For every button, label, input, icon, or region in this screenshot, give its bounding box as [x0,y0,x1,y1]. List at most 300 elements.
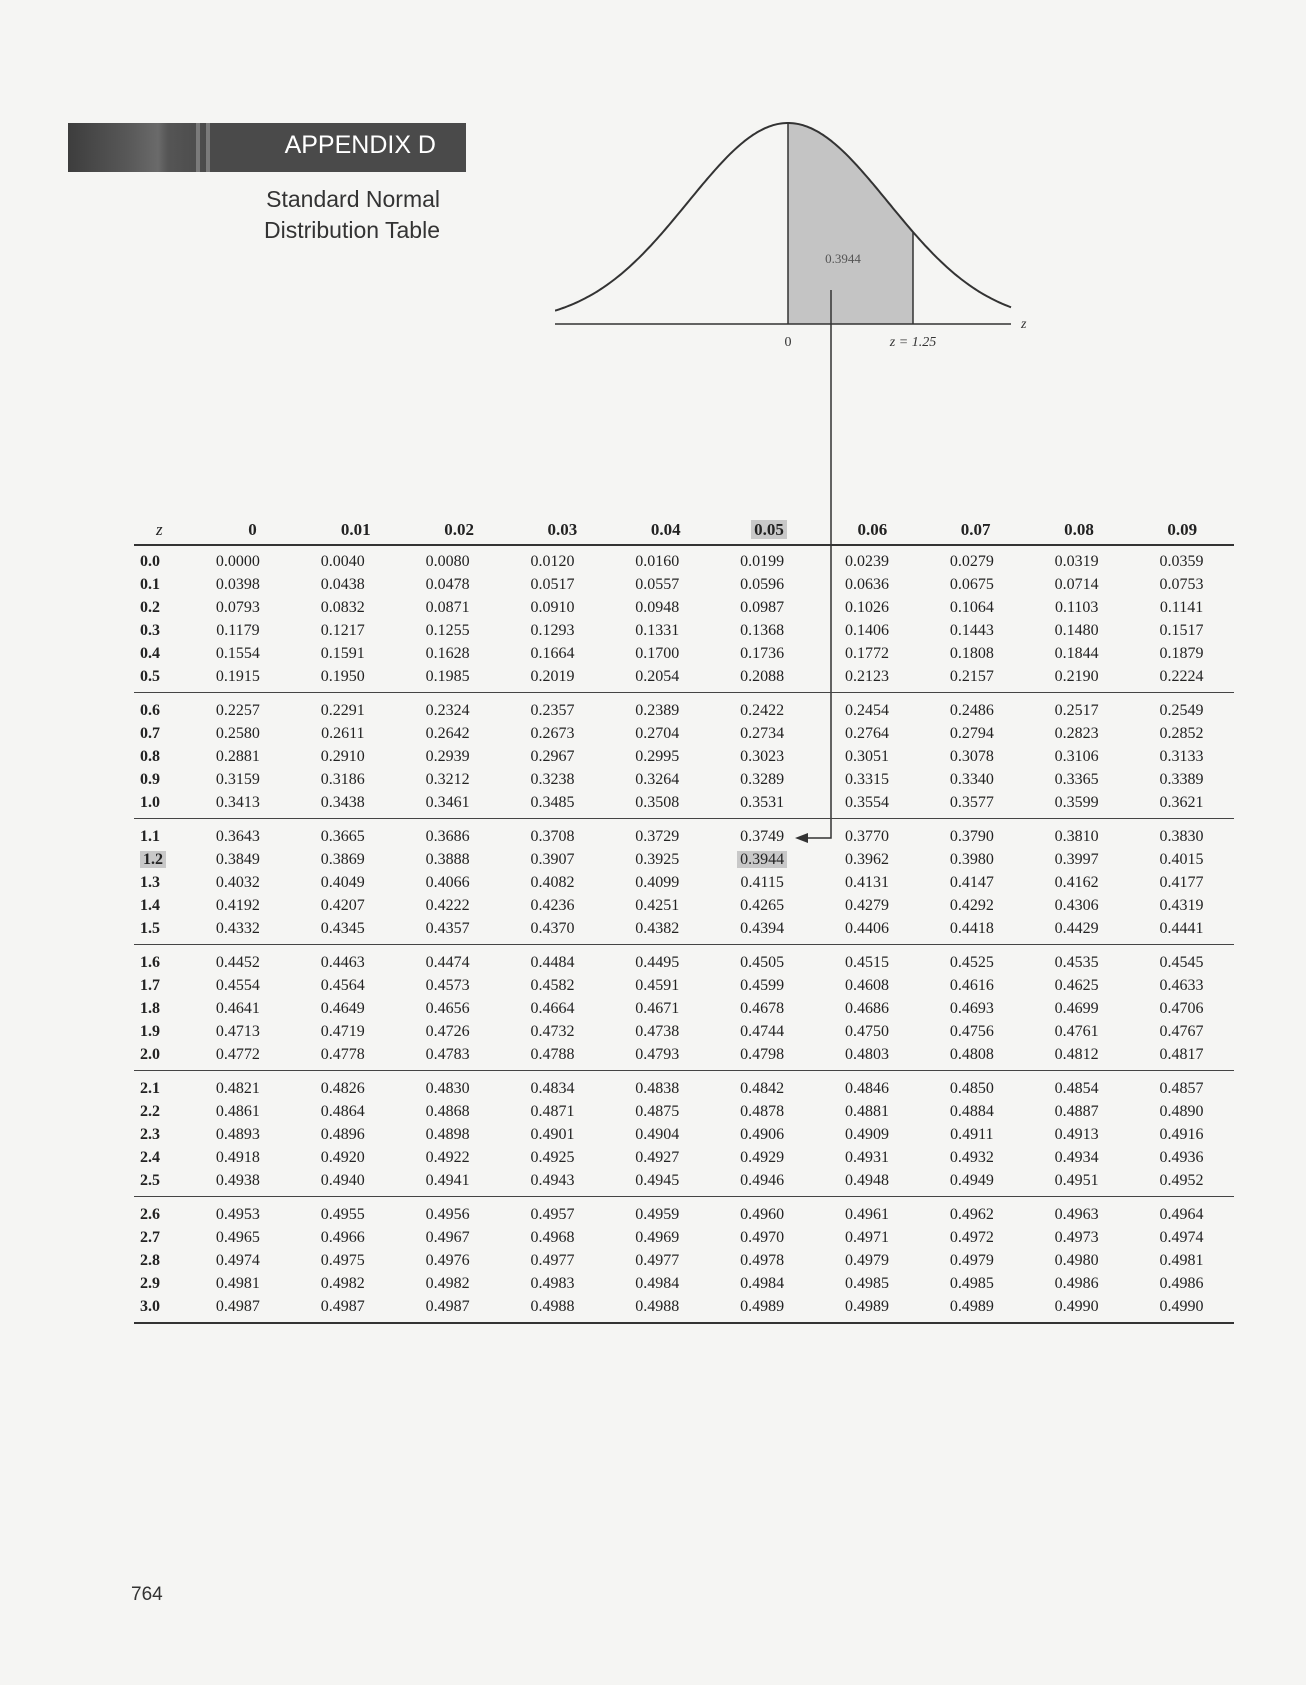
table-cell: 0.3389 [1159,770,1204,788]
table-cell: 0.4896 [320,1125,365,1143]
table-cell: 0.0987 [740,598,785,616]
z-row-label: 0.2 [140,598,160,616]
table-cell: 0.4649 [320,999,365,1017]
table-cell: 0.4525 [949,953,994,971]
table-row [134,699,1234,722]
table-cell: 0.4693 [949,999,994,1017]
table-cell: 0.4678 [740,999,785,1017]
table-cell: 0.4963 [1054,1205,1099,1223]
z-row-label: 3.0 [140,1297,160,1315]
table-cell: 0.4830 [425,1079,470,1097]
table-cell: 0.1026 [844,598,889,616]
table-cell: 0.4772 [215,1045,260,1063]
z-row-label: 0.0 [140,552,160,570]
table-cell: 0.2123 [844,667,889,685]
shaded-area [788,123,913,324]
page-number: 764 [131,1584,163,1605]
table-cell: 0.4838 [635,1079,680,1097]
table-cell: 0.4131 [844,873,889,891]
table-cell: 0.4162 [1054,873,1099,891]
table-cell: 0.2324 [425,701,470,719]
table-cell: 0.0080 [425,552,470,570]
table-cell: 0.4987 [320,1297,365,1315]
table-cell: 0.4957 [530,1205,575,1223]
table-cell: 0.4641 [215,999,260,1017]
bell-curve [555,123,1011,311]
table-cell: 0.4984 [740,1274,785,1292]
table-cell: 0.4956 [425,1205,470,1223]
table-cell: 0.3849 [215,850,260,868]
table-cell: 0.4986 [1054,1274,1099,1292]
table-cell: 0.4968 [530,1228,575,1246]
title-line-2: Distribution Table [263,217,440,243]
table-row [134,848,1234,871]
z-column-header: z [156,520,163,539]
table-row [134,745,1234,768]
table-cell: 0.4761 [1054,1022,1099,1040]
z-row-label: 1.4 [140,896,160,914]
table-cell: 0.4979 [949,1251,994,1269]
table-cell: 0.4713 [215,1022,260,1040]
table-cell: 0.4967 [425,1228,470,1246]
table-cell: 0.0793 [215,598,260,616]
table-cell: 0.3289 [740,770,785,788]
table-cell: 0.4971 [844,1228,889,1246]
table-row [134,573,1234,596]
table-cell: 0.4890 [1159,1102,1204,1120]
table-cell: 0.4783 [425,1045,470,1063]
table-cell [710,851,815,869]
table-cell: 0.4608 [844,976,889,994]
table-cell: 0.4292 [949,896,994,914]
table-cell: 0.1772 [844,644,889,662]
table-cell: 0.1915 [215,667,260,685]
table-cell: 0.2291 [320,701,365,719]
table-cell: 0.3264 [635,770,680,788]
table-row-group [134,951,1234,1071]
table-cell: 0.3413 [215,793,260,811]
table-cell: 0.1368 [740,621,785,639]
z-row-label: 2.8 [140,1251,160,1269]
z-row-label: 1.8 [140,999,160,1017]
column-header: 0.06 [857,520,888,539]
table-cell: 0.3621 [1159,793,1204,811]
table-cell: 0.0948 [635,598,680,616]
table-cell: 0.4686 [844,999,889,1017]
column-header: 0 [248,520,257,539]
table-row [134,1226,1234,1249]
z-row-label: 2.2 [140,1102,160,1120]
table-cell: 0.4985 [844,1274,889,1292]
table-cell: 0.3749 [740,827,785,845]
table-cell: 0.1293 [530,621,575,639]
z-row-label [134,851,186,869]
table-cell: 0.4099 [635,873,680,891]
table-cell: 0.4960 [740,1205,785,1223]
table-cell: 0.4922 [425,1148,470,1166]
table-cell: 0.4878 [740,1102,785,1120]
table-cell: 0.1985 [425,667,470,685]
table-cell: 0.4984 [635,1274,680,1292]
table-cell: 0.4535 [1054,953,1099,971]
table-cell: 0.4192 [215,896,260,914]
table-cell: 0.4965 [215,1228,260,1246]
table-cell: 0.4977 [635,1251,680,1269]
table-cell: 0.4625 [1054,976,1099,994]
table-cell: 0.4545 [1159,953,1204,971]
table-row [134,1146,1234,1169]
table-cell: 0.4719 [320,1022,365,1040]
z-row-label: 2.0 [140,1045,160,1063]
table-cell: 0.4990 [1054,1297,1099,1315]
appendix-label: APPENDIX D [284,131,436,159]
z-row-label: 2.6 [140,1205,160,1223]
table-cell: 0.3554 [844,793,889,811]
table-cell: 0.0239 [844,552,889,570]
table-cell: 0.1736 [740,644,785,662]
table-cell: 0.4936 [1159,1148,1204,1166]
table-row [134,974,1234,997]
table-cell: 0.0557 [635,575,680,593]
table-cell: 0.0478 [425,575,470,593]
z-row-label: 0.1 [140,575,160,593]
table-cell: 0.3238 [530,770,575,788]
table-cell: 0.4279 [844,896,889,914]
table-row [134,1043,1234,1066]
table-cell: 0.4633 [1159,976,1204,994]
table-cell: 0.2910 [320,747,365,765]
table-cell: 0.4732 [530,1022,575,1040]
table-cell: 0.2088 [740,667,785,685]
table-cell: 0.4306 [1054,896,1099,914]
table-cell: 0.3980 [949,850,994,868]
table-cell: 0.4474 [425,953,470,971]
table-cell: 0.4970 [740,1228,785,1246]
table-cell: 0.4980 [1054,1251,1099,1269]
column-header: 0.04 [650,520,681,539]
table-cell: 0.4332 [215,919,260,937]
table-cell: 0.4881 [844,1102,889,1120]
table-cell: 0.4948 [844,1171,889,1189]
table-cell: 0.3212 [425,770,470,788]
table-cell: 0.4906 [740,1125,785,1143]
table-cell: 0.4909 [844,1125,889,1143]
table-cell: 0.2580 [215,724,260,742]
table-cell: 0.4382 [635,919,680,937]
table-cell: 0.4901 [530,1125,575,1143]
table-cell: 0.2642 [425,724,470,742]
table-cell: 0.4345 [320,919,365,937]
table-cell: 0.2704 [635,724,680,742]
column-header [717,520,820,540]
column-header: 0.03 [547,520,578,539]
table-cell: 0.4989 [844,1297,889,1315]
table-cell: 0.3770 [844,827,889,845]
table-cell: 0.3051 [844,747,889,765]
table-cell: 0.4394 [740,919,785,937]
table-row [134,722,1234,745]
table-cell: 0.3577 [949,793,994,811]
table-cell: 0.3485 [530,793,575,811]
highlighted-cell: 0.3944 [737,851,787,868]
table-cell: 0.2881 [215,747,260,765]
table-cell: 0.1331 [635,621,680,639]
table-cell: 0.4913 [1054,1125,1099,1143]
table-cell: 0.4985 [949,1274,994,1292]
table-cell: 0.4911 [950,1125,994,1143]
table-cell: 0.4964 [1159,1205,1204,1223]
table-cell: 0.4904 [635,1125,680,1143]
table-cell: 0.3508 [635,793,680,811]
table-row [134,642,1234,665]
table-cell: 0.1950 [320,667,365,685]
z-row-label: 2.7 [140,1228,160,1246]
table-cell: 0.2389 [635,701,680,719]
table-cell: 0.4941 [425,1171,470,1189]
table-row-group [134,699,1234,819]
table-cell: 0.3869 [320,850,365,868]
table-cell: 0.0871 [425,598,470,616]
table-cell: 0.1179 [216,621,260,639]
table-cell: 0.4981 [215,1274,260,1292]
table-cell: 0.0517 [530,575,575,593]
table-cell: 0.1554 [215,644,260,662]
table-row [134,1100,1234,1123]
table-header-row [134,516,1234,546]
table-row [134,825,1234,848]
table-cell: 0.2673 [530,724,575,742]
table-cell: 0.4573 [425,976,470,994]
table-cell: 0.4966 [320,1228,365,1246]
table-cell: 0.4115 [740,873,784,891]
table-cell: 0.2764 [844,724,889,742]
table-cell: 0.4793 [635,1045,680,1063]
table-cell: 0.4953 [215,1205,260,1223]
table-cell: 0.4990 [1159,1297,1204,1315]
table-row [134,1123,1234,1146]
table-cell: 0.3133 [1159,747,1204,765]
table-cell: 0.4854 [1054,1079,1099,1097]
z-row-label: 2.3 [140,1125,160,1143]
table-cell: 0.4515 [844,953,889,971]
table-cell: 0.4977 [530,1251,575,1269]
table-cell: 0.4484 [530,953,575,971]
z-row-label: 2.4 [140,1148,160,1166]
table-cell: 0.3186 [320,770,365,788]
table-cell: 0.4032 [215,873,260,891]
table-cell: 0.4989 [949,1297,994,1315]
column-header: 0.01 [340,520,371,539]
table-row [134,619,1234,642]
table-cell: 0.4931 [844,1148,889,1166]
table-cell: 0.0832 [320,598,365,616]
table-cell: 0.0279 [949,552,994,570]
table-cell: 0.4015 [1159,850,1204,868]
table-cell: 0.4429 [1054,919,1099,937]
table-cell: 0.4981 [1159,1251,1204,1269]
column-header: 0.07 [960,520,991,539]
table-cell: 0.2486 [949,701,994,719]
table-cell: 0.1844 [1054,644,1099,662]
table-row [134,550,1234,573]
z-row-label: 2.5 [140,1171,160,1189]
z-row-label: 0.4 [140,644,160,662]
table-cell: 0.4842 [740,1079,785,1097]
table-cell: 0.4978 [740,1251,785,1269]
z-value-label: z = 1.25 [889,335,937,350]
table-cell: 0.4788 [530,1045,575,1063]
table-cell: 0.2190 [1054,667,1099,685]
table-cell: 0.3599 [1054,793,1099,811]
table-cell: 0.2611 [321,724,365,742]
table-row [134,1077,1234,1100]
table-cell: 0.4982 [425,1274,470,1292]
table-cell: 0.4418 [949,919,994,937]
table-cell: 0.0753 [1159,575,1204,593]
banner-stripe [206,123,210,172]
table-cell: 0.2734 [740,724,785,742]
z-row-label: 0.8 [140,747,160,765]
table-cell: 0.0714 [1054,575,1099,593]
z-row-label: 1.1 [140,827,160,845]
table-cell: 0.2454 [844,701,889,719]
table-cell: 0.2939 [425,747,470,765]
table-cell: 0.4808 [949,1045,994,1063]
table-cell: 0.0438 [320,575,365,593]
table-cell: 0.2549 [1159,701,1204,719]
table-cell: 0.4826 [320,1079,365,1097]
table-cell: 0.3729 [635,827,680,845]
table-cell: 0.4251 [635,896,680,914]
table-cell: 0.3159 [215,770,260,788]
table-cell: 0.4988 [530,1297,575,1315]
z-table [134,516,1234,1330]
origin-label: 0 [784,335,792,350]
table-cell: 0.4495 [635,953,680,971]
appendix-banner [68,123,466,172]
table-cell: 0.4821 [215,1079,260,1097]
table-cell: 0.0319 [1054,552,1099,570]
shaded-area-label: 0.3944 [825,251,861,266]
table-row [134,917,1234,940]
table-cell: 0.4591 [635,976,680,994]
table-cell: 0.4850 [949,1079,994,1097]
table-row [134,997,1234,1020]
table-cell: 0.3340 [949,770,994,788]
table-cell: 0.0120 [530,552,575,570]
table-row [134,1020,1234,1043]
z-row-label: 2.1 [140,1079,160,1097]
table-cell: 0.3925 [635,850,680,868]
z-row-label: 1.5 [140,919,160,937]
table-cell: 0.4370 [530,919,575,937]
table-cell: 0.4975 [320,1251,365,1269]
table-cell: 0.4857 [1159,1079,1204,1097]
table-cell: 0.2794 [949,724,994,742]
z-row-label: 1.0 [140,793,160,811]
table-cell: 0.4236 [530,896,575,914]
table-cell: 0.3365 [1054,770,1099,788]
table-cell: 0.4452 [215,953,260,971]
table-cell: 0.4951 [1054,1171,1099,1189]
table-cell: 0.1808 [949,644,994,662]
table-cell: 0.1141 [1159,598,1204,616]
table-cell: 0.1879 [1159,644,1204,662]
table-cell: 0.4699 [1054,999,1099,1017]
table-cell: 0.3106 [1054,747,1099,765]
table-cell: 0.4973 [1054,1228,1099,1246]
table-row [134,1272,1234,1295]
table-row [134,1295,1234,1318]
page-title [264,184,440,246]
z-row-label: 0.9 [140,770,160,788]
table-cell: 0.3438 [320,793,365,811]
table-cell: 0.0398 [215,575,260,593]
table-cell: 0.0636 [844,575,889,593]
table-cell: 0.4962 [949,1205,994,1223]
table-row [134,791,1234,814]
table-cell: 0.3023 [740,747,785,765]
table-cell: 0.4066 [425,873,470,891]
table-cell: 0.4972 [949,1228,994,1246]
table-cell: 0.0199 [740,552,785,570]
table-cell: 0.2019 [530,667,575,685]
table-cell: 0.4945 [635,1171,680,1189]
table-cell: 0.2357 [530,701,575,719]
z-row-label: 0.6 [140,701,160,719]
table-row-group [134,825,1234,945]
table-cell: 0.4656 [425,999,470,1017]
table-cell: 0.3643 [215,827,260,845]
table-cell: 0.4817 [1159,1045,1204,1063]
table-cell: 0.3810 [1054,827,1099,845]
table-cell: 0.3997 [1054,850,1099,868]
z-row-label: 0.7 [140,724,160,742]
table-row [134,871,1234,894]
table-row [134,951,1234,974]
table-cell: 0.4983 [530,1274,575,1292]
table-cell: 0.4798 [740,1045,785,1063]
table-cell: 0.4861 [215,1102,260,1120]
table-row-group [134,1203,1234,1324]
table-cell: 0.1591 [320,644,365,662]
z-row-label: 0.3 [140,621,160,639]
table-cell: 0.4505 [740,953,785,971]
table-cell: 0.1103 [1054,598,1099,616]
table-cell: 0.2054 [635,667,680,685]
table-cell: 0.4864 [320,1102,365,1120]
banner-stripe [196,123,200,172]
table-cell: 0.3830 [1159,827,1204,845]
table-cell: 0.4868 [425,1102,470,1120]
table-cell: 0.2967 [530,747,575,765]
table-cell: 0.4706 [1159,999,1204,1017]
table-row [134,1249,1234,1272]
table-cell: 0.3665 [320,827,365,845]
table-cell: 0.4932 [949,1148,994,1166]
table-cell: 0.4979 [844,1251,889,1269]
table-cell: 0.4934 [1054,1148,1099,1166]
table-cell: 0.3315 [844,770,889,788]
table-cell: 0.0359 [1159,552,1204,570]
table-cell: 0.1664 [530,644,575,662]
table-cell: 0.4599 [740,976,785,994]
table-cell: 0.4940 [320,1171,365,1189]
table-cell: 0.4961 [844,1205,889,1223]
table-cell: 0.4265 [740,896,785,914]
table-cell: 0.4925 [530,1148,575,1166]
table-cell: 0.4671 [635,999,680,1017]
